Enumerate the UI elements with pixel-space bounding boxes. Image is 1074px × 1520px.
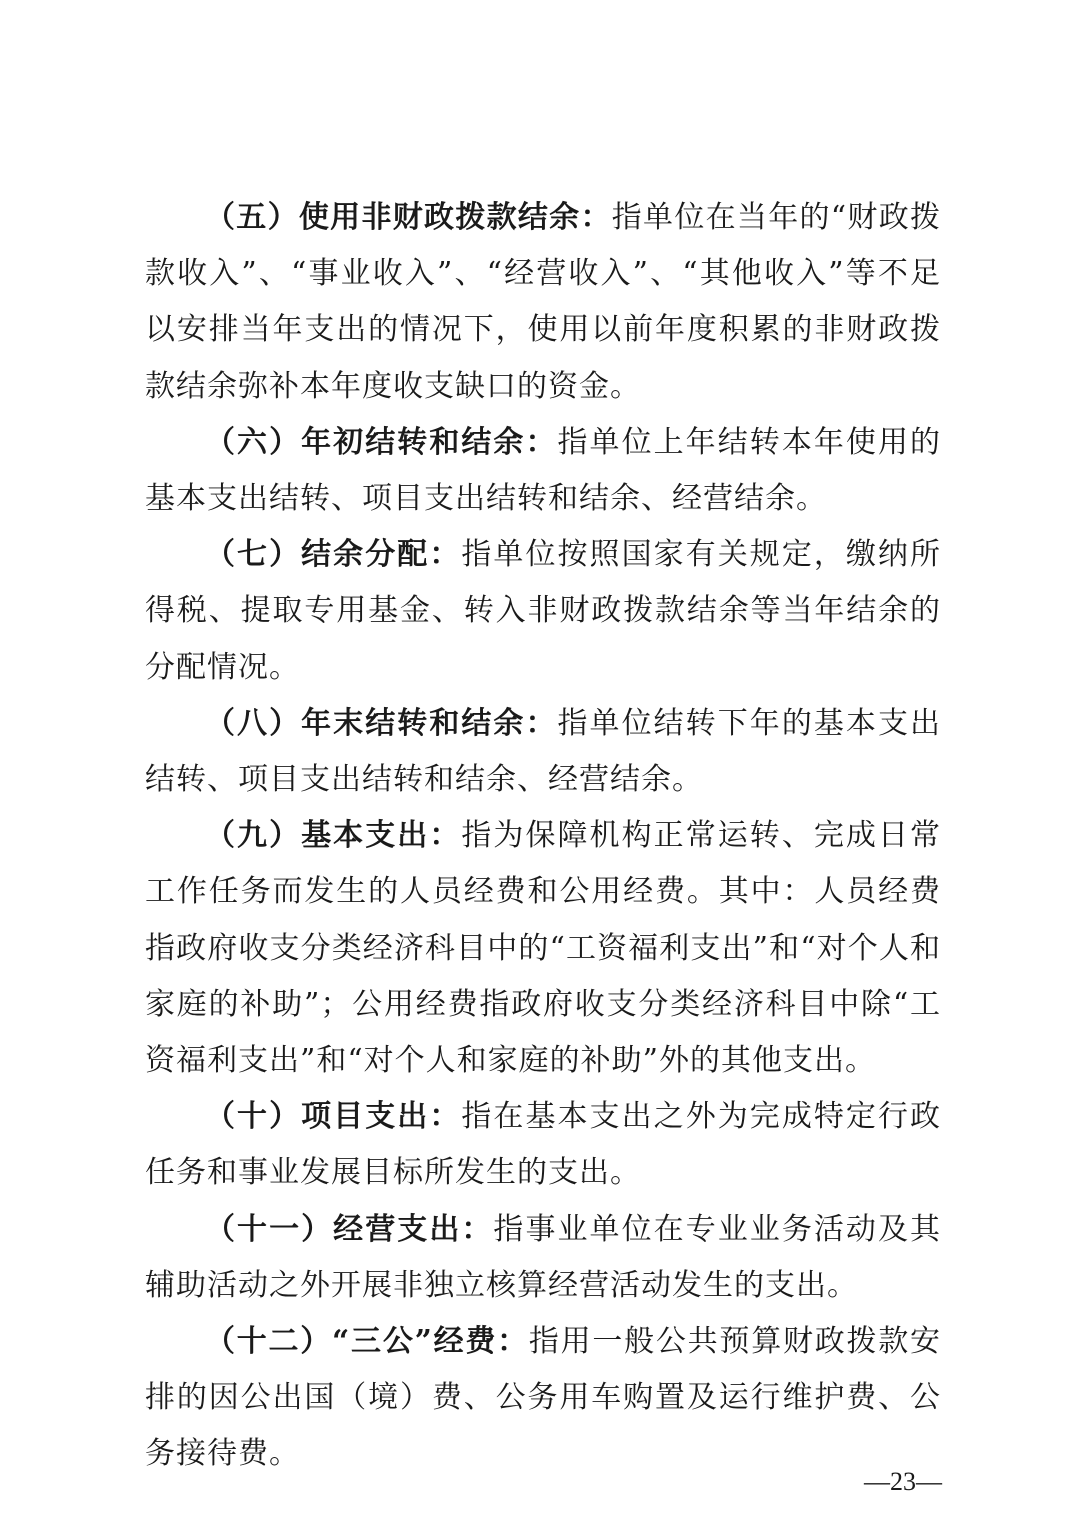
definition-term: （五）使用非财政拨款结余： bbox=[205, 200, 612, 235]
definition-text: 指为保障机构正常运转、完成日常工作任务而发生的人员经费和公用经费。其中：人员经费指政府收支分类经济科目中的“工资福利支出”和“对个人和家庭的补助”；公用经费指政府收支分类经济科目中除“工资福利支出”和“对个人和家庭的补助”外的其他支出。 bbox=[145, 818, 942, 1079]
definition-item-8 bbox=[145, 696, 941, 808]
definition-item-7 bbox=[145, 527, 941, 696]
definition-item-9 bbox=[145, 808, 941, 1089]
definition-item-10 bbox=[145, 1089, 941, 1201]
definition-text: 指单位上年结转本年使用的基本支出结转、项目支出结转和结余、经营结余。 bbox=[145, 424, 941, 517]
definition-item-12 bbox=[145, 1314, 941, 1483]
definitions-list bbox=[145, 190, 941, 1483]
definition-text: 指事业单位在专业业务活动及其辅助活动之外开展非独立核算经营活动发生的支出。 bbox=[145, 1211, 942, 1303]
definition-term: （十二）“三公”经费： bbox=[205, 1324, 529, 1360]
definition-text: 指单位按照国家有关规定，缴纳所得税、提取专用基金、转入非财政拨款结余等当年结余的分配情况。 bbox=[145, 537, 942, 685]
definition-term: （八）年末结转和结余： bbox=[205, 705, 558, 741]
page-number: —23— bbox=[864, 1467, 942, 1496]
definition-text: 指单位结转下年的基本支出结转、项目支出结转和结余、经营结余。 bbox=[145, 705, 941, 798]
definition-term: （十一）经营支出： bbox=[205, 1211, 494, 1247]
definition-text: 指在基本支出之外为完成特定行政任务和事业发展目标所发生的支出。 bbox=[145, 1099, 942, 1191]
definition-text: 指单位在当年的“财政拨款收入”、“事业收入”、“经营收入”、“其他收入”等不足以安排当年支出的情况下，使用以前年度积累的非财政拨款结余弥补本年度收支缺口的资金。 bbox=[145, 200, 941, 404]
definition-item-11 bbox=[145, 1202, 941, 1314]
definition-item-5 bbox=[145, 190, 941, 415]
definition-item-6 bbox=[145, 415, 941, 527]
definition-term: （六）年初结转和结余： bbox=[205, 424, 558, 460]
definition-term: （七）结余分配： bbox=[205, 537, 462, 573]
definition-text: 指用一般公共预算财政拨款安排的因公出国（境）费、公务用车购置及运行维护费、公务接待费。 bbox=[145, 1324, 941, 1472]
definition-term: （九）基本支出： bbox=[205, 818, 462, 854]
definition-term: （十）项目支出： bbox=[205, 1099, 462, 1135]
